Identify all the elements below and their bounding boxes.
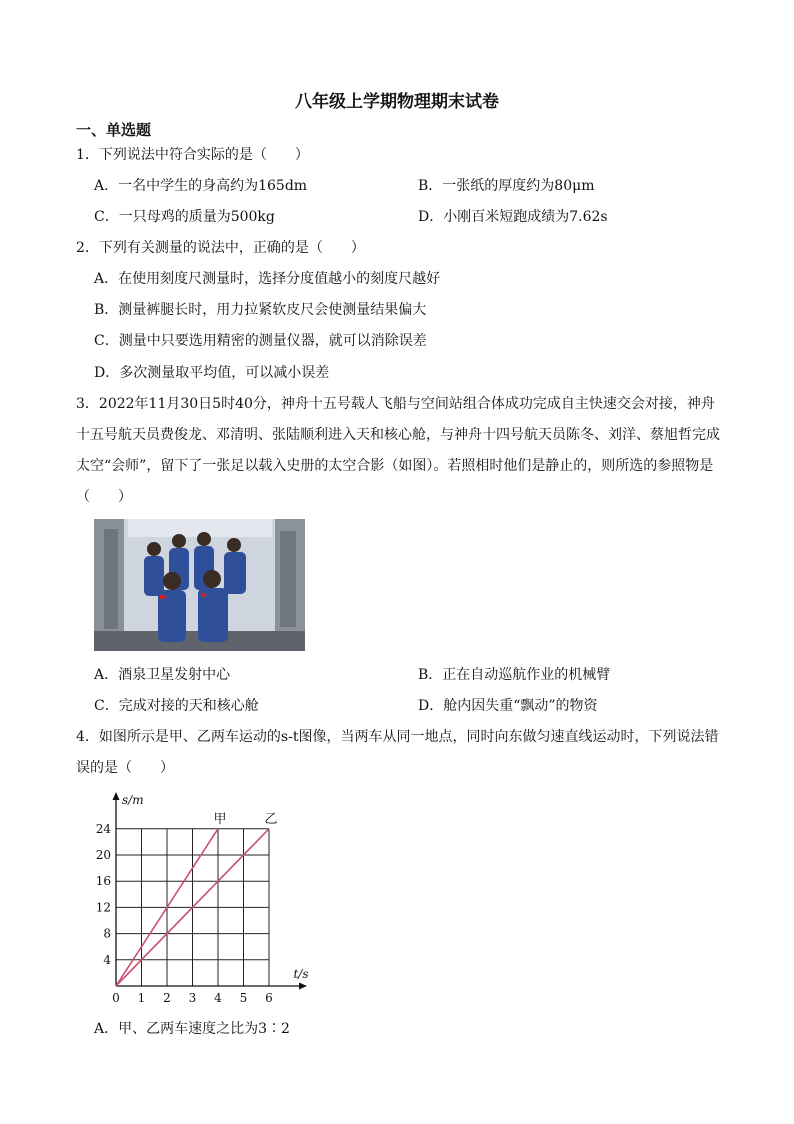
x-tick-label: 3 (188, 991, 197, 1005)
question-2-option-a: A．在使用刻度尺测量时，选择分度值越小的刻度尺越好 (94, 271, 441, 287)
question-3-option-a: A．酒泉卫星发射中心 (94, 667, 231, 683)
question-3-option-b: B．正在自动巡航作业的机械臂 (418, 667, 611, 683)
question-3-option-d: D．舱内因失重“飘动”的物资 (418, 698, 598, 714)
question-2-option-c: C．测量中只要选用精密的测量仪器，就可以消除误差 (94, 333, 427, 349)
y-tick-label: 12 (95, 900, 111, 915)
astronaut-group-photo (94, 519, 305, 651)
section-heading: 一、单选题 (76, 121, 152, 139)
y-tick-label: 20 (95, 848, 111, 862)
question-3-option-c: C．完成对接的天和核心舱 (94, 698, 259, 714)
page-title: 八年级上学期物理期末试卷 (295, 92, 499, 112)
question-1-option-d: D．小刚百米短跑成绩为7.62s (418, 209, 608, 225)
x-axis-arrow (299, 983, 307, 990)
s-t-graph (95, 790, 328, 1010)
question-3-stem-line-1: 3．2022年11月30日5时40分，神舟十五号载人飞船与空间站组合体成功完成自主快速交会对接，神舟 (76, 396, 715, 412)
x-tick-label: 0 (112, 991, 120, 1005)
question-3-stem-line-3: 太空“会师”，留下了一张足以载入史册的太空合影（如图）。若照相时他们是静止的，则所选的参照物是 (76, 458, 714, 474)
x-tick-label: 1 (137, 991, 146, 1005)
x-tick-label: 5 (239, 991, 248, 1005)
y-axis-label: s/m (122, 793, 144, 807)
series-label-1: 甲 (213, 811, 227, 827)
question-1-stem: 1．下列说法中符合实际的是（ ） (76, 147, 309, 163)
y-axis-arrow (113, 792, 120, 800)
question-2-option-b: B．测量裤腿长时，用力拉紧软皮尺会使测量结果偏大 (94, 302, 427, 318)
question-2-stem: 2．下列有关测量的说法中，正确的是（ ） (76, 240, 365, 256)
question-1-option-b: B．一张纸的厚度约为80μm (418, 178, 595, 194)
question-4-stem-line-1: 4．如图所示是甲、乙两车运动的s-t图像，当两车从同一地点，同时向东做匀速直线运动时，下列说法错 (76, 729, 719, 745)
y-tick-label: 24 (95, 821, 111, 836)
y-tick-label: 16 (95, 874, 111, 889)
question-3-stem-line-4: （ ） (76, 489, 132, 505)
question-4-option-a: A．甲、乙两车速度之比为3∶2 (94, 1021, 290, 1037)
series-label-2: 乙 (264, 811, 278, 827)
y-tick-label: 4 (103, 952, 111, 967)
question-2-option-d: D．多次测量取平均值，可以减小误差 (94, 365, 330, 381)
question-1-option-a: A．一名中学生的身高约为165dm (94, 178, 308, 194)
x-axis-label: t/s (293, 967, 309, 981)
x-tick-label: 2 (163, 991, 171, 1005)
question-3-stem-line-2: 十五号航天员费俊龙、邓清明、张陆顺利进入天和核心舱，与神舟十四号航天员陈冬、刘洋、蔡旭哲完成 (76, 427, 720, 443)
y-tick-label: 8 (103, 926, 111, 941)
x-tick-label: 4 (214, 991, 222, 1005)
question-1-option-c: C．一只母鸡的质量为500kg (94, 209, 275, 225)
x-tick-label: 6 (265, 991, 273, 1005)
question-4-stem-line-2: 误的是（ ） (76, 760, 174, 776)
